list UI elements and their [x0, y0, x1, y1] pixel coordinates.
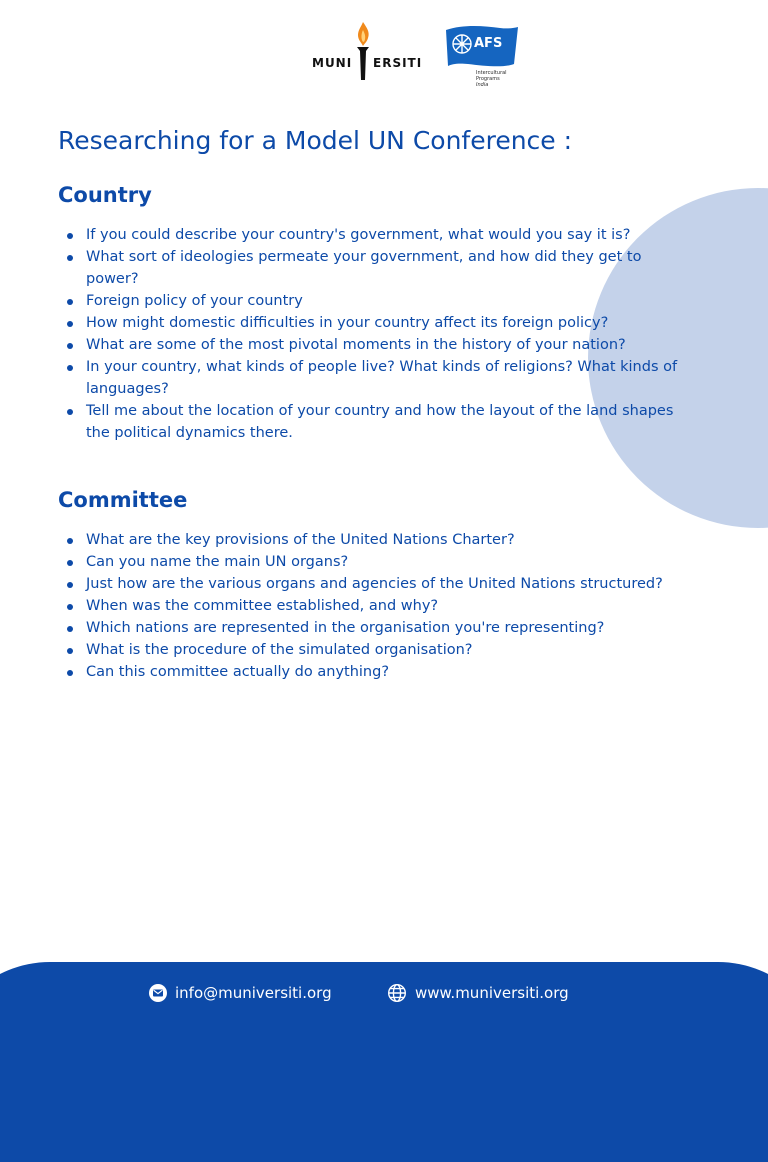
main-content: [58, 122, 698, 683]
list-item: What are the key provisions of the United Nations Charter?: [86, 529, 698, 551]
footer-contact: [0, 981, 768, 1005]
afs-logo: [444, 24, 524, 94]
muniversiti-logo: [312, 20, 423, 80]
footer-email-link[interactable]: [149, 981, 332, 1005]
country-heading: Country: [58, 183, 152, 207]
mail-icon: [149, 984, 167, 1002]
muniversiti-logo-text-left: MUNI: [312, 56, 353, 70]
list-item: In your country, what kinds of people live? What kinds of religions? What kinds of languages?: [86, 356, 698, 400]
list-item: What are some of the most pivotal moments in the history of your nation?: [86, 334, 698, 356]
list-item: If you could describe your country's government, what would you say it is?: [86, 224, 698, 246]
afs-sub-line1: Intercultural: [476, 70, 507, 76]
list-item: Can you name the main UN organs?: [86, 551, 698, 573]
list-item: How might domestic difficulties in your country affect its foreign policy?: [86, 312, 698, 334]
globe-icon: [387, 983, 407, 1003]
list-item: When was the committee established, and why?: [86, 595, 698, 617]
list-item: Tell me about the location of your country and how the layout of the land shapes the political dynamics there.: [86, 400, 698, 444]
list-item: Foreign policy of your country: [86, 290, 698, 312]
country-question-list: [58, 224, 698, 444]
page-title: Researching for a Model UN Conference :: [58, 126, 573, 155]
list-item: Which nations are represented in the organisation you're representing?: [86, 617, 698, 639]
footer-website-link[interactable]: [387, 981, 569, 1005]
afs-sub-country: India: [476, 82, 489, 88]
afs-sub-line2: Programs: [476, 76, 500, 82]
list-item: Can this committee actually do anything?: [86, 661, 698, 683]
footer-website-text: www.muniversiti.org: [415, 984, 569, 1002]
committee-question-list: [58, 529, 698, 683]
muniversiti-logo-text-right: ERSITI: [373, 56, 423, 70]
header-logos: [0, 20, 768, 100]
list-item: What is the procedure of the simulated organisation?: [86, 639, 698, 661]
afs-logo-text: AFS: [474, 36, 503, 51]
committee-heading: Committee: [58, 488, 188, 512]
list-item: Just how are the various organs and agencies of the United Nations structured?: [86, 573, 698, 595]
list-item: What sort of ideologies permeate your government, and how did they get to power?: [86, 246, 698, 290]
footer-email-text: info@muniversiti.org: [175, 984, 332, 1002]
afs-logo-subtitle: [476, 70, 520, 88]
torch-icon: [352, 20, 374, 80]
